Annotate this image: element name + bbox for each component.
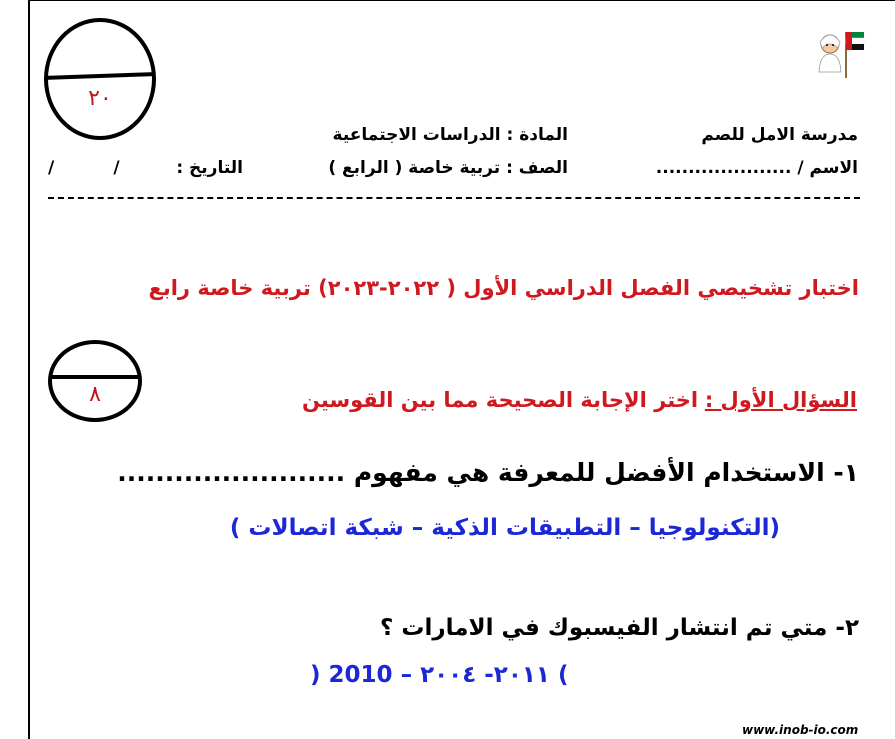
total-score: ٢٠ [88,86,112,111]
school-name: مدرسة الامل للصم [701,125,858,145]
page-border-top [28,0,895,1]
question-item-1: ١- الاستخدام الأفضل للمعرفة هي مفهوم ........................ [117,458,859,487]
student-name-field[interactable]: الاسم / ..................... [655,158,858,178]
watermark: www.inob-io.com [742,723,859,737]
question-item-2-options [310,662,568,688]
question-one-heading [302,388,857,412]
option-2010: 2010 [328,662,393,688]
class-label: الصف : تربية خاصة ( الرابع ) [328,158,568,178]
option-2004-2011: ٢٠١١- ٢٠٠٤ [420,662,550,688]
options-dash: – [400,662,413,688]
page-border-left [28,0,30,739]
question-item-1-options: (التكنولوجيا – التطبيقات الذكية – شبكة اتصالات ) [229,515,780,541]
score-divider [46,72,154,80]
question-one-instruction: اختر الإجابة الصحيحة مما بين القوسين [301,388,699,412]
exam-title: اختبار تشخيصي الفصل الدراسي الأول ( ٢٠٢٢-٢٠٢٣) تربية خاصة رابع [148,276,859,300]
question-item-2: ٢- متي تم انتشار الفيسبوك في الامارات ؟ [380,615,859,641]
score-divider [50,375,140,379]
date-field[interactable]: / / [48,158,120,178]
question-one-score-circle [48,340,142,422]
question-one-label: السؤال الأول : [704,388,857,412]
options-open: ) [310,662,321,688]
total-score-circle [44,18,156,140]
uae-flag-boy-icon [808,22,868,82]
question-one-score: ٨ [89,382,101,407]
options-close: ( [557,662,569,688]
date-label: التاريخ : [176,158,243,178]
subject-label: المادة : الدراسات الاجتماعية [332,125,568,145]
header-divider [48,197,860,199]
